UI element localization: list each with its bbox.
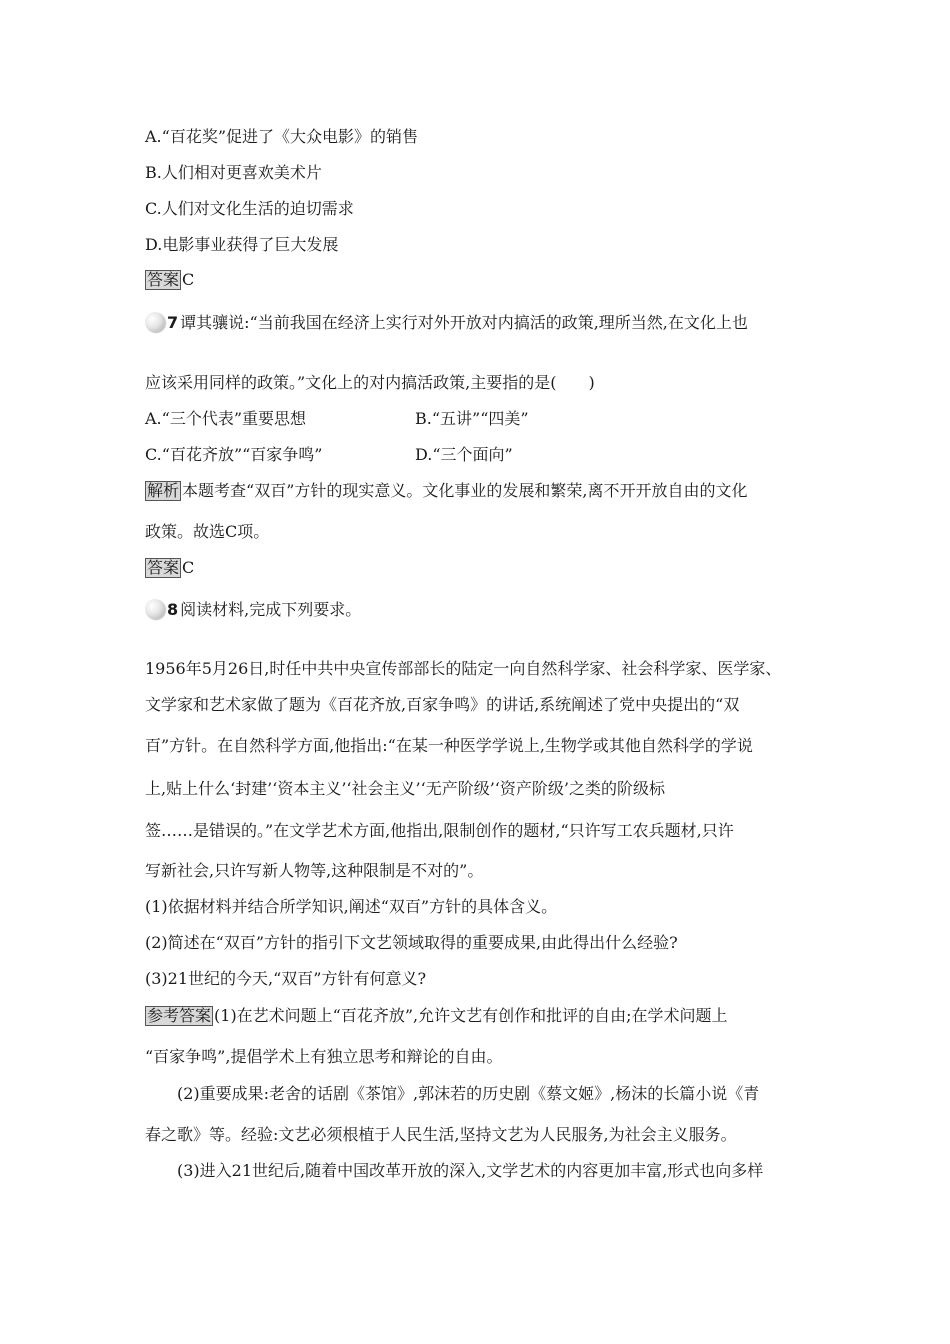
q7-option-d: D.“三个面向” [415,445,513,464]
answer-value: C [182,558,195,577]
q8-reference-3-line1: (3)进入21世纪后,随着中国改革开放的深入,文学艺术的内容更加丰富,形式也向多样 [177,1161,764,1180]
reference-text: (1)在艺术问题上“百花齐放”,允许文艺有创作和批评的自由;在学术问题上 [214,1006,728,1025]
q7-option-b: B.“五讲”“四美” [415,409,529,428]
q8-reference-2-line1: (2)重要成果:老舍的话剧《茶馆》,郭沫若的历史剧《蔡文姬》,杨沫的长篇小说《青 [177,1084,760,1103]
q8-stem-text: 阅读材料,完成下列要求。 [180,600,362,619]
question-bullet-icon [145,599,165,619]
q6-option-b: B.人们相对更喜欢美术片 [145,163,322,182]
q7-analysis-line2: 政策。故选C项。 [145,522,270,541]
q7-analysis-line1 [145,480,747,502]
analysis-tag: 解析 [147,481,180,500]
q7-stem-line1 [145,312,748,334]
q8-material-line: 写新社会,只许写新人物等,这种限制是不对的”。 [145,861,484,880]
q7-stem-text: 谭其骧说:“当前我国在经济上实行对外开放对内搞活的政策,理所当然,在文化上也 [180,313,748,332]
q8-material-line: 上,贴上什么‘封建’‘资本主义’‘社会主义’‘无产阶级’‘资产阶级’之类的阶级标 [145,779,665,798]
q8-requirement-2: (2)简述在“双百”方针的指引下文艺领域取得的重要成果,由此得出什么经验? [145,933,678,952]
q7-option-a: A.“三个代表”重要思想 [145,409,307,428]
q8-requirement-1: (1)依据材料并结合所学知识,阐述“双百”方针的具体含义。 [145,897,558,916]
q8-material-line: 1956年5月26日,时任中共中央宣传部部长的陆定一向自然科学家、社会科学家、医学家、 [145,659,782,678]
q8-material-line: 百”方针。在自然科学方面,他指出:“在某一种医学学说上,生物学或其他自然科学的学说 [145,736,753,755]
question-number: 7 [167,313,179,332]
q8-stem [145,599,361,621]
answer-tag: 答案 [147,270,180,289]
answer-value: C [182,270,195,289]
q8-reference-1-line2: “百家争鸣”,提倡学术上有独立思考和辩论的自由。 [145,1047,503,1066]
q6-option-c: C.人们对文化生活的迫切需求 [145,199,354,218]
q7-option-c: C.“百花齐放”“百家争鸣” [145,445,323,464]
q8-reference-2-line2: 春之歌》等。经验:文艺必须根植于人民生活,坚持文艺为人民服务,为社会主义服务。 [145,1125,737,1144]
analysis-text: 本题考查“双百”方针的现实意义。文化事业的发展和繁荣,离不开开放自由的文化 [182,481,748,500]
question-bullet-icon [145,312,165,332]
question-number: 8 [167,600,179,619]
q6-answer [145,269,194,291]
q6-option-d: D.电影事业获得了巨大发展 [145,235,339,254]
q8-requirement-3: (3)21世纪的今天,“双百”方针有何意义? [145,969,427,988]
answer-tag: 答案 [147,558,180,577]
q7-stem-line2: 应该采用同样的政策。”文化上的对内搞活政策,主要指的是( ) [145,373,595,392]
q8-reference-1-line1 [145,1005,728,1027]
q7-answer [145,557,194,579]
reference-answer-tag: 参考答案 [147,1006,212,1025]
q8-material-line: 签……是错误的。”在文学艺术方面,他指出,限制创作的题材,“只许写工农兵题材,只许 [145,821,734,840]
q6-option-a: A.“百花奖”促进了《大众电影》的销售 [145,127,419,146]
q8-material-line: 文学家和艺术家做了题为《百花齐放,百家争鸣》的讲话,系统阐述了党中央提出的“双 [145,695,740,714]
